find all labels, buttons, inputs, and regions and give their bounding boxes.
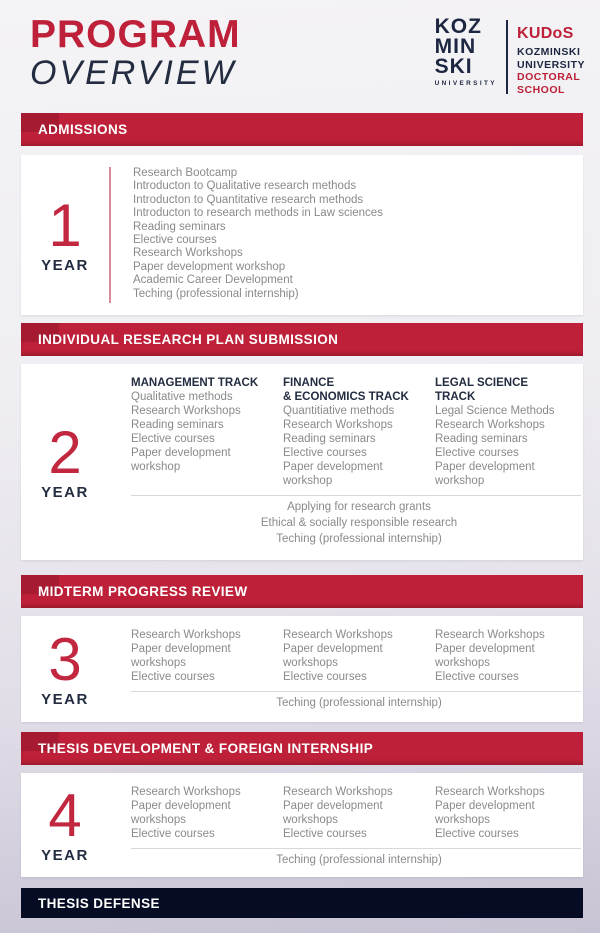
shared-course-item: Ethical & socially responsible research	[260, 517, 458, 529]
year-number: 2	[48, 418, 82, 486]
course-item: Research Workshops	[435, 419, 545, 431]
year-content	[111, 155, 583, 315]
track-title: LEGAL SCIENCE	[435, 377, 529, 389]
page-subtitle: OVERVIEW	[30, 54, 237, 92]
course-item: Elective courses	[435, 671, 519, 683]
course-item: Research Workshops	[283, 786, 393, 798]
course-item: Teching (professional internship)	[133, 287, 299, 300]
footer-divider	[131, 495, 581, 496]
page-title: PROGRAM	[30, 13, 241, 56]
year-column	[21, 155, 109, 315]
section-year1	[0, 113, 600, 315]
shared-course-item: Applying for research grants	[287, 501, 431, 513]
course-item: Paper development workshop	[131, 447, 231, 473]
banner-label: ADMISSIONS	[38, 122, 128, 137]
year-column	[21, 364, 109, 560]
year-label: YEAR	[41, 483, 89, 501]
course-item: Research Workshops	[133, 247, 243, 260]
course-item: Elective courses	[283, 447, 367, 459]
logo-divider	[506, 20, 508, 94]
footer-divider	[131, 691, 581, 692]
course-item: Elective courses	[435, 828, 519, 840]
course-item: Research Workshops	[435, 629, 545, 641]
shared-course-item: Teching (professional internship)	[276, 533, 442, 545]
course-item: Paper development workshop	[435, 461, 535, 487]
course-column	[435, 785, 563, 841]
course-item: Legal Science Methods	[435, 405, 555, 417]
course-item: Paper development workshop	[133, 260, 286, 273]
course-column	[131, 785, 259, 841]
course-column	[283, 785, 411, 841]
year-content	[109, 364, 595, 560]
course-item: Paper development workshops	[283, 643, 383, 669]
course-item: Elective courses	[283, 671, 367, 683]
course-column	[133, 167, 383, 301]
course-item: Research Workshops	[131, 786, 241, 798]
course-column	[283, 628, 411, 684]
course-item: Research Workshops	[435, 786, 545, 798]
course-item: Paper development workshops	[283, 800, 383, 826]
track-title: TRACK	[435, 391, 476, 403]
doctoral-school-line: SCHOOL	[516, 83, 565, 96]
year-column	[21, 773, 109, 877]
course-item: Academic Career Development	[133, 274, 293, 287]
course-item: Introducton to research methods in Law sciences	[133, 207, 383, 220]
year-content	[109, 616, 595, 722]
logo-wordmark	[435, 17, 497, 96]
course-item: Elective courses	[131, 671, 215, 683]
course-item: Reading seminars	[131, 419, 224, 431]
course-item: Qualitative methods	[131, 391, 233, 403]
course-item: Reading seminars	[435, 433, 528, 445]
year-content	[109, 773, 595, 877]
banner-label: THESIS DEVELOPMENT & FOREIGN INTERNSHIP	[38, 741, 374, 756]
course-item: Research Bootcamp	[133, 167, 238, 179]
course-item: Reading seminars	[283, 433, 376, 445]
year-label: YEAR	[41, 690, 89, 708]
course-columns	[133, 167, 575, 301]
course-column	[131, 376, 259, 488]
banner-label: THESIS DEFENSE	[38, 895, 160, 911]
thesis-defense-banner	[21, 888, 583, 918]
course-item: Paper development workshops	[131, 643, 231, 669]
logo-wordmark-line: KOZ	[434, 15, 482, 38]
shared-course-item: Teching (professional internship)	[276, 854, 442, 866]
course-columns	[131, 785, 587, 841]
header	[0, 0, 600, 113]
banner-label: MIDTERM PROGRESS REVIEW	[38, 584, 248, 599]
year-number: 4	[48, 781, 82, 849]
course-columns	[131, 376, 587, 488]
kozminski-logo	[435, 17, 585, 96]
course-item: Research Workshops	[131, 405, 241, 417]
year-label: YEAR	[41, 256, 89, 274]
section-year3	[0, 575, 600, 722]
page-title-block	[30, 15, 241, 93]
banner-label: INDIVIDUAL RESEARCH PLAN SUBMISSION	[38, 332, 339, 347]
logo-university-caption: UNIVERSITY	[434, 79, 497, 87]
doctoral-school-logo	[517, 17, 585, 96]
shared-course-item: Teching (professional internship)	[276, 697, 442, 709]
course-column	[435, 628, 563, 684]
course-item: Elective courses	[133, 234, 217, 247]
banner-year4	[21, 732, 583, 765]
year-label: YEAR	[41, 846, 89, 864]
course-column	[283, 376, 411, 488]
course-item: Elective courses	[283, 828, 367, 840]
course-item: Paper development workshops	[131, 800, 231, 826]
year-column	[21, 616, 109, 722]
course-item: Research Workshops	[283, 419, 393, 431]
course-item: Elective courses	[435, 447, 519, 459]
track-title: FINANCE	[283, 377, 335, 389]
doctoral-school-lines	[517, 46, 585, 96]
course-item: Research Workshops	[131, 629, 241, 641]
course-item: Elective courses	[131, 828, 215, 840]
banner-year2	[21, 323, 583, 356]
year-2-card	[21, 364, 583, 560]
banner-year3	[21, 575, 583, 608]
course-item: Quantitiative methods	[283, 405, 395, 417]
kudos-brand: KUDoS	[516, 25, 574, 42]
year-4-card	[21, 773, 583, 877]
banner-year1	[21, 113, 583, 146]
course-item: Research Workshops	[283, 629, 393, 641]
doctoral-school-line: DOCTORAL	[516, 71, 581, 83]
course-item: Elective courses	[131, 433, 215, 445]
course-item: Paper development workshop	[283, 461, 383, 487]
course-column	[435, 376, 563, 488]
track-title: MANAGEMENT TRACK	[131, 377, 259, 389]
year-number: 3	[48, 625, 82, 693]
course-item: Paper development workshops	[435, 643, 535, 669]
course-item: Reading seminars	[133, 220, 226, 233]
track-title: & ECONOMICS TRACK	[283, 391, 409, 403]
sections	[0, 113, 600, 877]
section-year2	[0, 323, 600, 560]
doctoral-school-line: KOZMINSKI	[516, 46, 581, 58]
course-item: Introducton to Qualitative research methods	[133, 180, 357, 193]
year-3-card	[21, 616, 583, 722]
section-year4	[0, 732, 600, 877]
course-item: Paper development workshops	[435, 800, 535, 826]
course-column	[131, 628, 259, 684]
logo-wordmark-line: MIN	[434, 34, 477, 58]
course-item: Introducton to Quantitative research methods	[133, 193, 364, 206]
course-columns	[131, 628, 587, 684]
year-1-card	[21, 155, 583, 315]
footer-divider	[131, 848, 581, 849]
year-number: 1	[48, 191, 82, 259]
doctoral-school-line: UNIVERSITY	[516, 58, 585, 71]
logo-wordmark-line: SKI	[434, 54, 473, 78]
logo-wordmark-stack	[435, 17, 497, 77]
